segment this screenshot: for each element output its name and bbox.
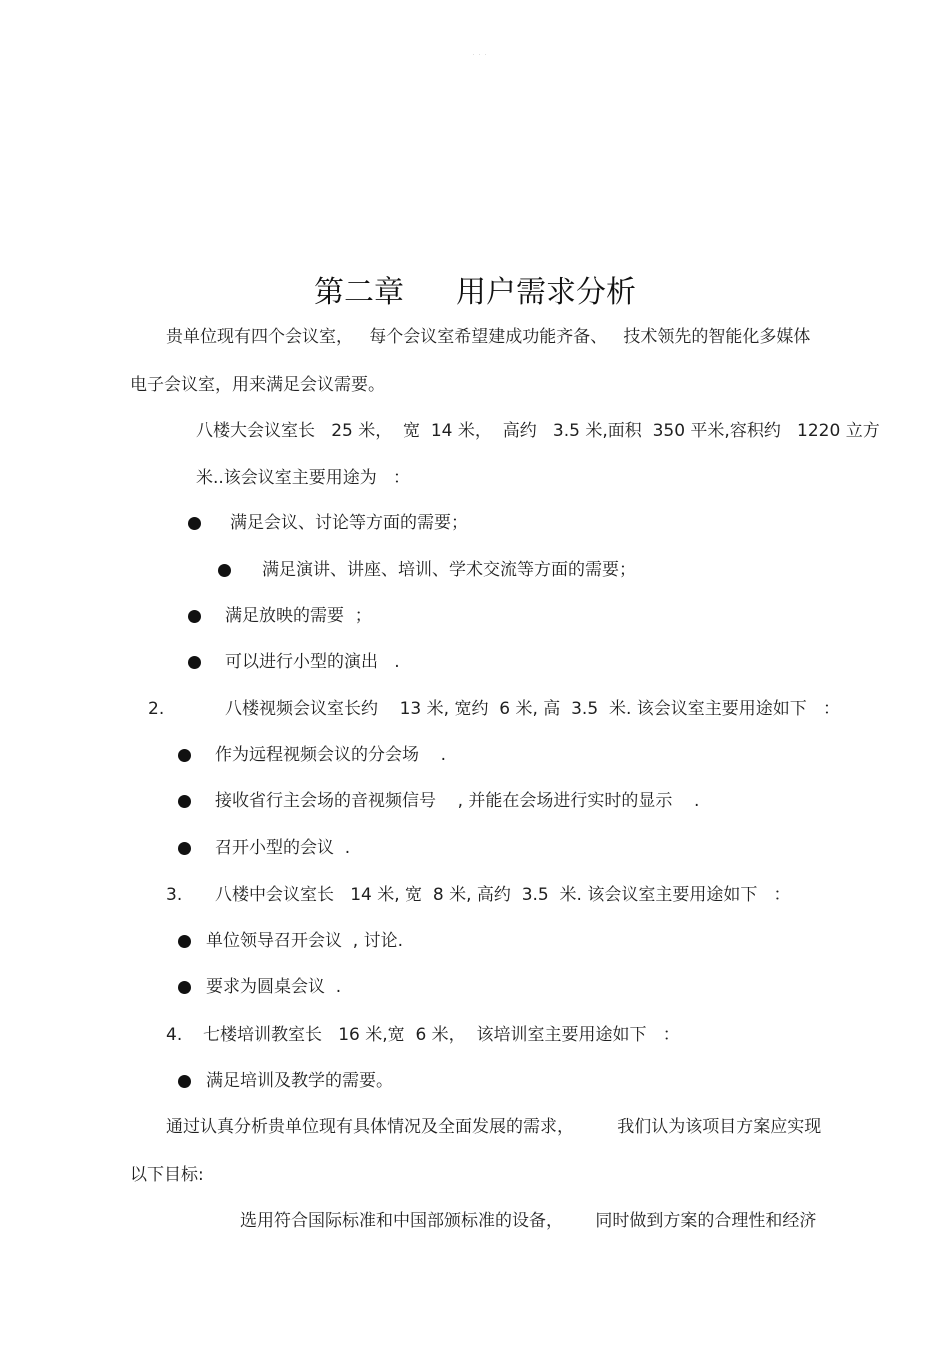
bullet-icon [178, 935, 191, 948]
room1-use-1: 满足会议、讨论等方面的需要； [230, 513, 468, 533]
bullet-icon [178, 1075, 191, 1088]
bullet-icon [178, 749, 191, 762]
page-header-mark: · · · [472, 52, 488, 59]
bullet-icon [188, 610, 201, 623]
chapter-number: 第二章 [314, 275, 404, 310]
room1-use-4: 可以进行小型的演出 . [225, 652, 400, 672]
room3-use-2: 要求为圆桌会议 . [206, 977, 342, 997]
room1-use-3: 满足放映的需要 ； [225, 606, 372, 626]
bullet-icon [218, 564, 231, 577]
intro-line-2: 电子会议室，用来满足会议需要。 [130, 375, 385, 395]
room3-heading: 八楼中会议室长 14 米, 宽 8 米, 高约 3.5 米. 该会议室主要用途如下 ： [215, 885, 791, 905]
bullet-icon [178, 842, 191, 855]
room1-description-line-2: 米..该会议室主要用途为 ： [196, 468, 411, 488]
room2-heading: 八楼视频会议室长约 13 米, 宽约 6 米, 高 3.5 米. 该会议室主要用途如下 ： [225, 699, 840, 719]
conclusion-line-2: 以下目标: [130, 1165, 204, 1185]
room2-number: 2. [148, 699, 165, 719]
chapter-heading: 用户需求分析 [456, 275, 636, 310]
room3-number: 3. [166, 885, 183, 905]
intro-line-1: 贵单位现有四个会议室， 每个会议室希望建成功能齐备、 技术领先的智能化多媒体 [166, 327, 811, 347]
conclusion-line-1: 通过认真分析贵单位现有具体情况及全面发展的需求， 我们认为该项目方案应实现 [166, 1117, 822, 1137]
room2-use-2: 接收省行主会场的音视频信号 , 并能在会场进行实时的显示 . [215, 791, 700, 811]
chapter-title [0, 270, 950, 316]
room4-number: 4. [166, 1025, 183, 1045]
bullet-icon [188, 517, 201, 530]
bullet-icon [188, 656, 201, 669]
room3-use-1: 单位领导召开会议 , 讨论. [206, 931, 404, 951]
room1-description-line-1: 八楼大会议室长 25 米， 宽 14 米， 高约 3.5 米,面积 350 平米,容积约 1220 立方 [196, 421, 880, 441]
bullet-icon [178, 981, 191, 994]
bullet-icon [178, 795, 191, 808]
conclusion-line-3: 选用符合国际标准和中国部颁标准的设备， 同时做到方案的合理性和经济 [240, 1211, 817, 1231]
room1-use-2: 满足演讲、讲座、培训、学术交流等方面的需要； [262, 560, 636, 580]
room4-heading: 七楼培训教室长 16 米,宽 6 米， 该培训室主要用途如下 ： [203, 1025, 680, 1045]
room4-use-1: 满足培训及教学的需要。 [206, 1071, 393, 1091]
room2-use-1: 作为远程视频会议的分会场 . [215, 745, 447, 765]
room2-use-3: 召开小型的会议 . [215, 838, 351, 858]
